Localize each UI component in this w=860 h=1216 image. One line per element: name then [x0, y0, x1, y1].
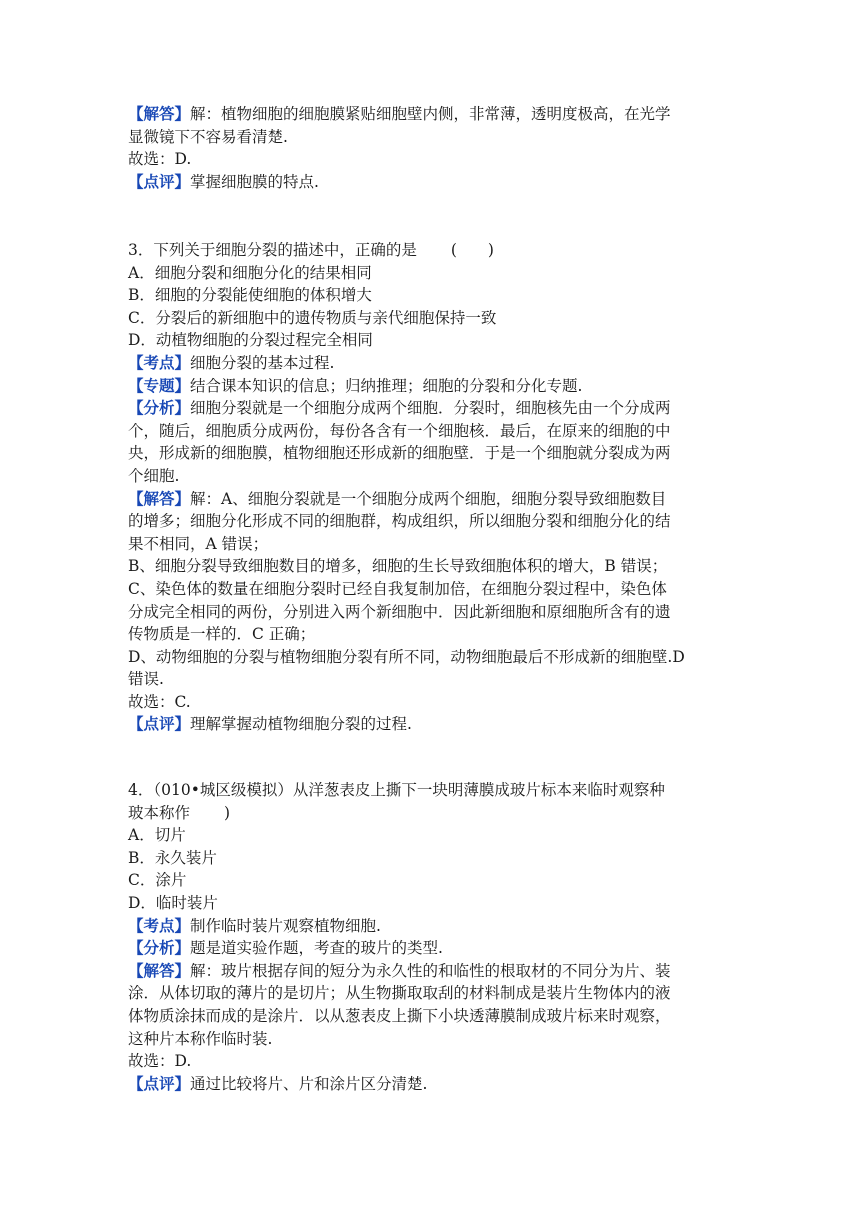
q3-kaodian: 【考点】细胞分裂的基本过程.: [128, 352, 335, 372]
q3-answer-line5: C、染色体的数量在细胞分裂时已经自我复制加倍，在细胞分裂过程中，染色体: [128, 579, 667, 598]
q4-option-b: B．永久装片: [128, 848, 217, 867]
q4-choice: 故选：D.: [128, 1052, 192, 1071]
q3-answer-line4: B、细胞分裂导致细胞数目的增多，细胞的生长导致细胞体积的增大，B 错误；: [128, 557, 668, 576]
q2-choice: 故选：D.: [128, 150, 192, 169]
q3-answer-line1: 【解答】解：A、细胞分裂就是一个细胞分成两个细胞，细胞分裂导致细胞数目: [128, 488, 667, 508]
q3-zhuanti: 【专题】结合课本知识的信息；归纳推理；细胞的分裂和分化专题.: [128, 375, 583, 395]
q3: [128, 239, 738, 736]
q3-answer-line9: 错误.: [128, 670, 164, 689]
q4-stem-line2: 玻本称作 ): [128, 803, 231, 822]
q4-answer-line3: 体物质涂抹而成的是涂片．以从葱表皮上撕下小块透薄膜制成玻片标来时观察，: [128, 1006, 671, 1025]
q3-analysis-line3: 央，形成新的细胞膜，植物细胞还形成新的细胞壁．于是一个细胞就分裂成为两: [128, 444, 671, 463]
q4-answer-line4: 这种片本称作临时装.: [128, 1029, 273, 1048]
q3-option-c: C．分裂后的新细胞中的遗传物质与亲代细胞保持一致: [128, 308, 497, 327]
tag-comment: 【点评】: [128, 171, 191, 191]
q4-answer-line2: 涂．从体切取的薄片的是切片；从生物撕取取刮的材料制成是装片生物体内的液: [128, 984, 671, 1003]
q4-stem-line1: 4．（010•城区级模拟）从洋葱表皮上撕下一块明薄膜成玻片标本来临时观察种: [128, 781, 665, 799]
q3-comment: 【点评】理解掌握动植物细胞分裂的过程.: [128, 714, 412, 734]
q4-comment: 【点评】通过比较将片、片和涂片区分清楚.: [128, 1073, 428, 1093]
q4-option-c: C．涂片: [128, 871, 187, 890]
q4-option-d: D．临时装片: [128, 893, 218, 912]
q3-answer-line7: 传物质是一样的．C 正确；: [128, 625, 316, 644]
q2-answer-line2: 显微镜下不容易看清楚.: [128, 127, 288, 146]
tag-answer: 【解答】: [128, 104, 191, 123]
q3-analysis-line2: 个，随后，细胞质分成两份，每份各含有一个细胞核．最后，在原来的细胞的中: [128, 421, 671, 440]
q3-analysis-line4: 个细胞.: [128, 466, 180, 485]
q4: [128, 779, 738, 1095]
q3-answer-line8: D、动物细胞的分裂与植物细胞分裂有所不同，动物细胞最后不形成新的细胞壁.D: [128, 647, 685, 666]
q2-comment: 【点评】掌握细胞膜的特点.: [128, 171, 319, 191]
q4-analysis: 【分析】题是道实验作题，考查的玻片的类型.: [128, 938, 443, 958]
q2-answer-line1: 【解答】解：植物细胞的细胞膜紧贴细胞壁内侧，非常薄，透明度极高，在光学: [128, 104, 671, 123]
q4-kaodian: 【考点】制作临时装片观察植物细胞.: [128, 915, 381, 935]
q3-option-d: D．动植物细胞的分裂过程完全相同: [128, 331, 373, 350]
q3-answer-line6: 分成完全相同的两份，分别进入两个新细胞中．因此新细胞和原细胞所含有的遗: [128, 602, 671, 621]
q3-option-a: A．细胞分裂和细胞分化的结果相同: [128, 263, 372, 282]
q2-tail: [128, 103, 738, 193]
q3-answer-line2: 的增多；细胞分化形成不同的细胞群，构成组织，所以细胞分裂和细胞分化的结: [128, 512, 671, 531]
q3-option-b: B．细胞的分裂能使细胞的体积增大: [128, 286, 372, 305]
q4-answer-line1: 【解答】解：玻片根据存间的短分为永久性的和临性的根取材的不同分为片、装: [128, 960, 671, 980]
q3-analysis-line1: 【分析】细胞分裂就是一个细胞分成两个细胞．分裂时，细胞核先由一个分成两: [128, 398, 671, 418]
q4-option-a: A．切片: [128, 826, 186, 845]
q3-choice: 故选：C.: [128, 692, 191, 711]
q3-stem: 3．下列关于细胞分裂的描述中，正确的是 ( ): [128, 241, 494, 259]
q3-answer-line3: 果不相同，A 错误；: [128, 534, 269, 553]
